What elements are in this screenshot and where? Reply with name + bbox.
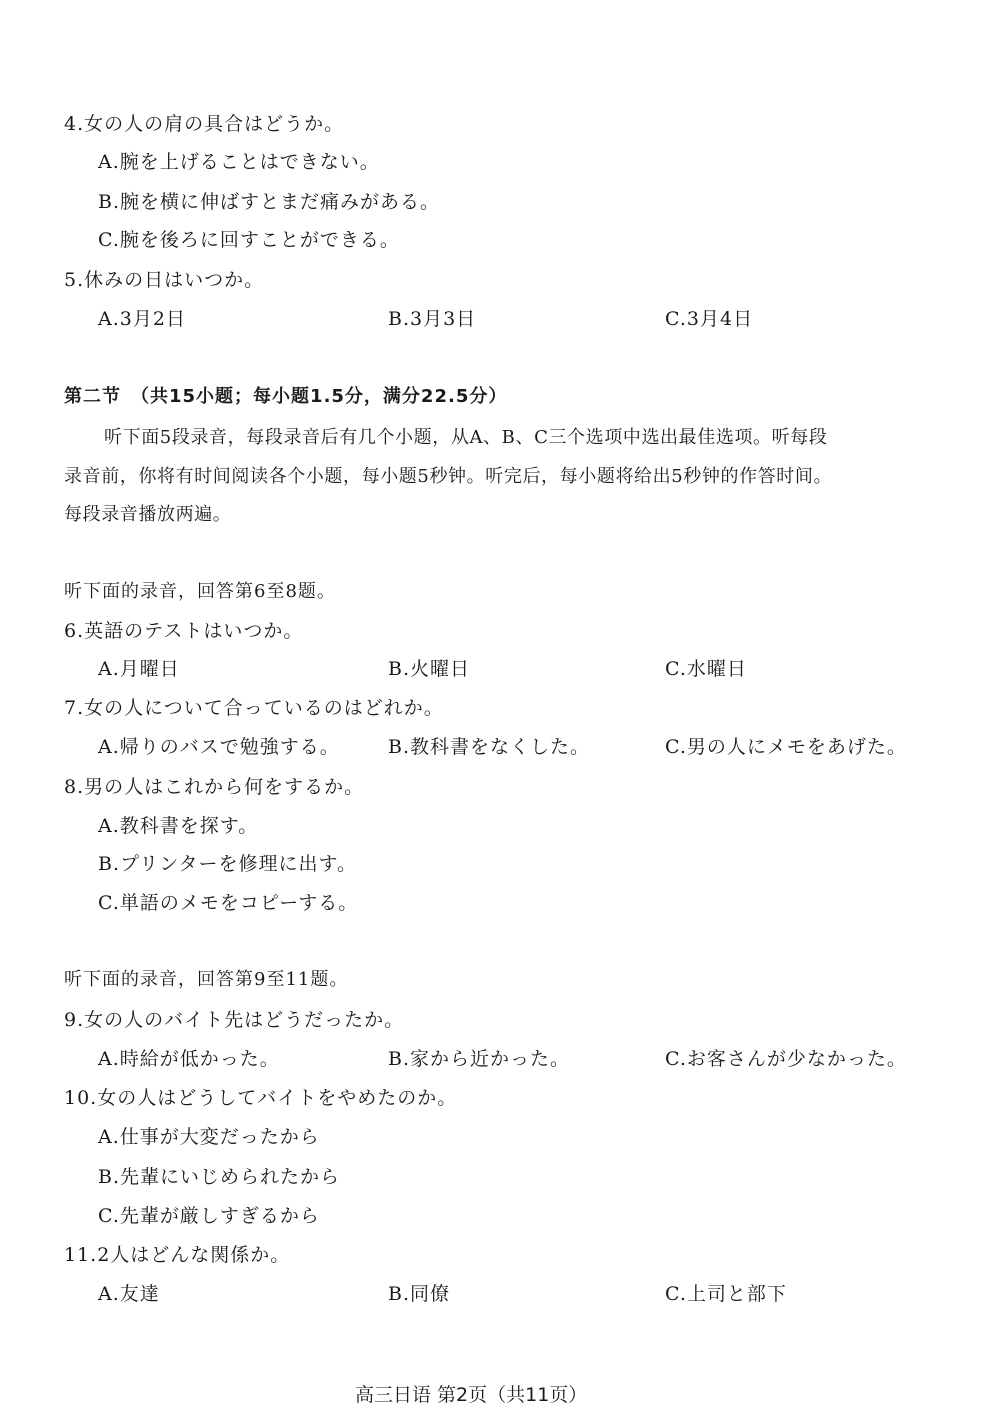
question-8-option-a: A.教科書を探す。	[98, 815, 259, 837]
question-9-stem: 9.女の人のバイト先はどうだったか。	[64, 1009, 405, 1031]
section-2-instructions-line-1: 听下面5段录音，每段录音后有几个小题，从A、B、C三个选项中选出最佳选项。听每段	[104, 427, 828, 448]
question-6-option-a: A.月曜日	[98, 658, 180, 680]
question-9-option-a: A.時給が低かった。	[98, 1048, 280, 1070]
question-11-stem: 11.2人はどんな関係か。	[64, 1244, 291, 1266]
question-5-option-c: C.3月4日	[665, 308, 754, 330]
listening-instruction-6-8: 听下面的录音，回答第6至8题。	[64, 581, 336, 602]
question-5-option-a: A.3月2日	[98, 308, 186, 330]
question-9-option-b: B.家から近かった。	[388, 1048, 571, 1070]
question-11-option-b: B.同僚	[388, 1283, 451, 1305]
question-9-option-c: C.お客さんが少なかった。	[665, 1048, 907, 1070]
question-4-option-a: A.腕を上げることはできない。	[98, 151, 380, 173]
section-2-instructions-line-2: 录音前，你将有时间阅读各个小题，每小题5秒钟。听完后，每小题将给出5秒钟的作答时间。	[64, 466, 833, 487]
question-10-option-a: A.仕事が大変だったから	[98, 1126, 320, 1148]
question-11-option-c: C.上司と部下	[665, 1283, 787, 1305]
question-7-option-a: A.帰りのバスで勉強する。	[98, 736, 340, 758]
question-7-option-c: C.男の人にメモをあげた。	[665, 736, 907, 758]
page-footer: 高三日语 第2页（共11页）	[355, 1384, 588, 1406]
question-11-option-a: A.友達	[98, 1283, 160, 1305]
question-10-option-c: C.先輩が厳しすぎるから	[98, 1205, 320, 1227]
question-6-option-b: B.火曜日	[388, 658, 471, 680]
question-8-option-b: B.プリンターを修理に出す。	[98, 853, 357, 875]
question-7-stem: 7.女の人について合っているのはどれか。	[64, 697, 444, 719]
question-10-stem: 10.女の人はどうしてバイトをやめたのか。	[64, 1087, 458, 1109]
section-2-title: 第二节 （共15小题；每小题1.5分，满分22.5分）	[64, 386, 508, 407]
question-10-option-b: B.先輩にいじめられたから	[98, 1166, 341, 1188]
question-8-option-c: C.単語のメモをコピーする。	[98, 892, 359, 914]
question-4-option-b: B.腕を横に伸ばすとまだ痛みがある。	[98, 191, 441, 213]
section-2-instructions-line-3: 每段录音播放两遍。	[64, 504, 232, 525]
question-5-option-b: B.3月3日	[388, 308, 477, 330]
question-7-option-b: B.教科書をなくした。	[388, 736, 591, 758]
question-4-option-c: C.腕を後ろに回すことができる。	[98, 229, 400, 251]
question-4-stem: 4.女の人の肩の具合はどうか。	[64, 113, 345, 135]
question-6-option-c: C.水曜日	[665, 658, 747, 680]
question-8-stem: 8.男の人はこれから何をするか。	[64, 776, 365, 798]
listening-instruction-9-11: 听下面的录音，回答第9至11题。	[64, 969, 349, 990]
question-5-stem: 5.休みの日はいつか。	[64, 269, 265, 291]
question-6-stem: 6.英語のテストはいつか。	[64, 620, 304, 642]
